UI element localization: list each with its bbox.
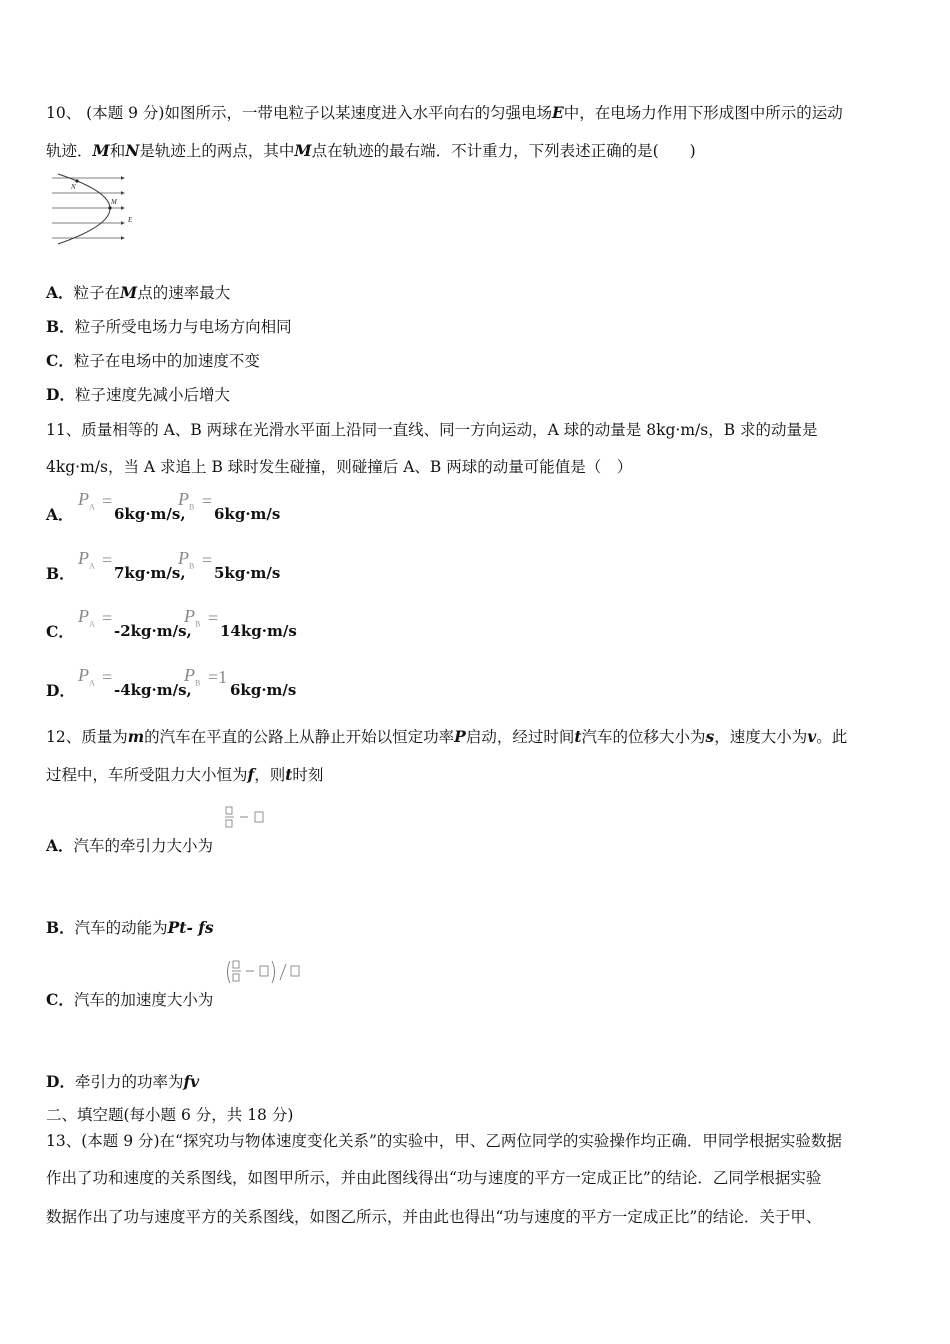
label-e: E (128, 216, 133, 224)
pb-symbol: $P_B$ (184, 606, 201, 629)
q11-option-a-pa-value: 6kg·m/s, (114, 505, 186, 523)
point-n (75, 179, 78, 182)
q11-option-d-key[interactable]: D． (46, 681, 75, 700)
equals-sign: = (102, 667, 113, 687)
pb-symbol: $P_B$ (178, 548, 195, 571)
q11-option-d-pa-value: -4kg·m/s, (114, 681, 192, 699)
q10-option-d[interactable]: D．粒子速度先减小后增大 (46, 385, 230, 404)
equals-sign: = (102, 608, 113, 628)
q11-option-a-pb-value: 6kg·m/s (214, 505, 281, 523)
pa-symbol: $P_A$ (78, 548, 95, 571)
q13-stem-line2: 作出了功和速度的关系图线，如图甲所示，并由此图线得出“功与速度的平方一定成正比”的结论．乙同学根据实验 (46, 1169, 822, 1187)
q12-option-d[interactable]: D．牵引力的功率为fv (46, 1072, 200, 1091)
q10-option-a[interactable]: A．粒子在M点的速率最大 (46, 283, 231, 302)
formula-image-a (224, 804, 268, 834)
q11-option-c-key[interactable]: C． (46, 622, 74, 641)
particle-trajectory (58, 174, 110, 244)
formula-image-c (224, 958, 306, 988)
q13-stem-line3: 数据作出了功与速度平方的关系图线，如图乙所示，并由此也得出“功与速度的平方一定成正比”的结论．关于甲、 (46, 1208, 822, 1226)
q12-option-b[interactable]: B．汽车的动能为Pt- fs (46, 918, 214, 937)
q11-option-d-pb-value: 6kg·m/s (230, 681, 297, 699)
q11-option-b-pb-value: 5kg·m/s (214, 564, 281, 582)
q11-option-b-key[interactable]: B． (46, 564, 75, 583)
q11-option-c-pb-value: 14kg·m/s (220, 622, 297, 640)
q12-option-a[interactable]: A．汽车的牵引力大小为 (46, 836, 214, 855)
q12-stem-line2: 过程中，车所受阻力大小恒为f，则t时刻 (46, 765, 324, 784)
q11-option-c-pa-value: -2kg·m/s, (114, 622, 192, 640)
equals-sign: = (102, 491, 113, 511)
pb-symbol: $P_B$ (178, 489, 195, 512)
q10-option-b[interactable]: B．粒子所受电场力与电场方向相同 (46, 317, 292, 336)
equals-sign: = (202, 491, 213, 511)
section-heading: 二、填空题(每小题 6 分，共 18 分) (46, 1106, 294, 1124)
label-m: M (111, 198, 117, 206)
q10-stem-line1: 10、 (本题 9 分)如图所示，一带电粒子以某速度进入水平向右的匀强电场E中，在电场力作用下形成图中所示的运动 (46, 103, 843, 122)
pa-symbol: $P_A$ (78, 489, 95, 512)
label-n: N (71, 183, 76, 191)
equals-one-sign: =1 (208, 667, 228, 687)
q10-stem-line2: 轨迹．M和N是轨迹上的两点，其中M点在轨迹的最右端．不计重力，下列表述正确的是( ) (46, 141, 696, 160)
equals-sign: = (208, 608, 219, 628)
pa-symbol: $P_A$ (78, 606, 95, 629)
q11-stem-line2: 4kg·m/s，当 A 求追上 B 球时发生碰撞，则碰撞后 A、B 两球的动量可能值是（ ） (46, 458, 633, 476)
q11-option-a-key[interactable]: A． (46, 505, 74, 524)
point-m (108, 206, 111, 209)
pb-symbol: $P_B$ (184, 665, 201, 688)
q12-option-c[interactable]: C．汽车的加速度大小为 (46, 990, 214, 1009)
q11-stem-line1: 11、质量相等的 A、B 两球在光滑水平面上沿同一直线、同一方向运动，A 球的动量是 8kg·m/s，B 求的动量是 (46, 421, 818, 439)
equals-sign: = (202, 550, 213, 570)
q10-option-c[interactable]: C．粒子在电场中的加速度不变 (46, 351, 260, 370)
pa-symbol: $P_A$ (78, 665, 95, 688)
equals-sign: = (102, 550, 113, 570)
q13-stem-line1: 13、(本题 9 分)在“探究功与物体速度变化关系”的实验中，甲、乙两位同学的实验操作均正确．甲同学根据实验数据 (46, 1132, 842, 1150)
q11-option-b-pa-value: 7kg·m/s, (114, 564, 186, 582)
electric-field-diagram (50, 172, 142, 248)
q12-stem-line1: 12、质量为m的汽车在平直的公路上从静止开始以恒定功率P启动，经过时间t汽车的位移大小为s，速度大小为v。此 (46, 727, 848, 746)
